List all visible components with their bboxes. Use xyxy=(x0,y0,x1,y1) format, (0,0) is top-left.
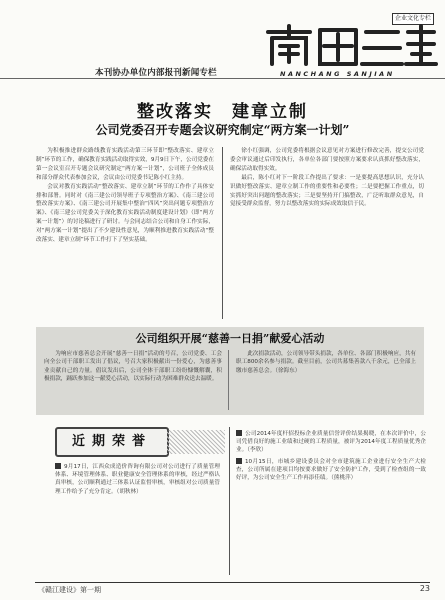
article-paragraph: 最后，陈小红对下一阶段工作提出了要求：一是要提高思想认识，充分认识做好整改落实、建章立制工作的重要性和必要性；二是要把握工作重点，切实抓好突出问题的整改落实；三是要坚持开门搞整改，广泛听取群众意见，自觉接受群众监督，努力以整改落实的实际成效取信于民。 xyxy=(230,174,424,208)
logo-art xyxy=(258,22,438,70)
logo-subtitle: NANCHANG SANJIAN xyxy=(280,70,395,78)
charity-paragraph: 此次捐款活动，公司领导带头捐款，各单位、各部门积极响应，共有职工800余名参与捐款。截至目前，公司共募集善款八千余元，已全部上缴市慈善总会。（徐海东） xyxy=(236,351,416,374)
footer-publication: 《赣江建设》第一期 xyxy=(38,586,101,594)
news-heading: 近期荣誉 xyxy=(71,434,152,449)
article-paragraph: 徐小红强调，公司党委将根据会议意见对方案进行修改完善，提交公司党委会审议通过后印发执行，各单位各部门要按照方案要求认真抓好整改落实，确保活动取得实效。 xyxy=(230,148,424,172)
bullet-icon xyxy=(236,430,242,436)
news-item xyxy=(236,430,426,455)
logo xyxy=(258,22,438,70)
header-caption: 本刊协办单位内部报刊新闻专栏 xyxy=(95,68,217,78)
news-column-right xyxy=(236,430,426,575)
news-decoration xyxy=(167,430,225,454)
charity-title: 公司组织开展“慈善一日捐”献爱心活动 xyxy=(135,332,325,345)
charity-paragraph: 为响应市慈善总会开展“慈善一日捐”活动的号召，公司党委、工会向全公司干部职工发出了倡议，号召大家积极献出一份爱心，为慈善事业贡献自己的力量。倡议发出后，公司全体干部职工纷纷慷慨解囊，积极捐款，踊跃参加这一献爱心活动，以实际行动为困难群众送去温暖。 xyxy=(44,351,222,382)
article-column-left xyxy=(36,147,214,319)
charity-divider xyxy=(228,350,229,410)
news-column-left xyxy=(55,463,220,575)
article-subtitle: 公司党委召开专题会议研究制定“两方案一计划” xyxy=(95,123,350,137)
column-divider xyxy=(222,147,223,319)
article-paragraph: 会议对教育实践活动“整改落实、建章立制”环节的工作作了具体安排和部署。同时对《南三建公司领导班子专项整治方案》、《南三建公司整改落实方案》、《南三建公司开展集中整治“四风”突出问题专项整治方案》、《南三建公司党委关于深化教育实践活动制度建设计划》（即“两方案一计划”）的讨论稿进行了研讨。与会同志结合公司和自身工作实际，对“两方案一计划”提出了不少建设性意见，为顺利推进教育实践活动“整改落实、建章立制”环节工作打下了坚实基础。 xyxy=(36,183,214,244)
footer-rule xyxy=(35,582,430,583)
news-item xyxy=(55,463,220,496)
charity-column-right xyxy=(236,350,416,412)
header-rule xyxy=(0,78,445,79)
news-item-text: 公司2014年度杆招投标企业质量信誉评价结果揭晓，在本次评价中，公司凭借良好的施工业绩和过硬的工程质量，被评为2014年度工程质量优秀企业。（李欣） xyxy=(236,431,426,454)
news-item-text: 10月15日，市城乡建设委员会对全市建筑施工企业进行安全生产大检查，公司所属在建项目均按要求做好了安全防护工作，受到了检查组的一致好评，为公司安全生产工作再添佳绩。（熊桃萍） xyxy=(236,458,426,482)
news-heading-box xyxy=(55,427,169,457)
article-title: 整改落实 建章立制 xyxy=(137,102,308,122)
bullet-icon xyxy=(236,458,242,464)
news-item-text: 9月17日，江西众成造价咨询有限公司对公司进行了质量管理体系、环境管理体系、职业健康安全管理体系的审核，经过严格认真审核，公司顺利通过三体系认证监督审核，审核组对公司质量管理工作给予了充分肯定。（胡秋林） xyxy=(55,464,220,495)
article-paragraph: 为积极推进群众路线教育实践活动第三环节即“整改落实、建章立制”环节的工作，确保教育实践活动取得实效，9月9日下午，公司党委在第一会议室召开专题会议研究制定“两方案一计划”，公司班子全体成员和部分群众代表参加会议，会议由公司党委书记陈小红主持。 xyxy=(36,148,214,181)
bullet-icon xyxy=(55,463,61,469)
news-divider xyxy=(229,427,230,575)
charity-column-left xyxy=(44,350,222,412)
article-column-right xyxy=(230,147,424,319)
news-item xyxy=(236,458,426,483)
page-number: 23 xyxy=(419,584,430,593)
brand-tag: 企业文化专栏 xyxy=(392,13,434,25)
